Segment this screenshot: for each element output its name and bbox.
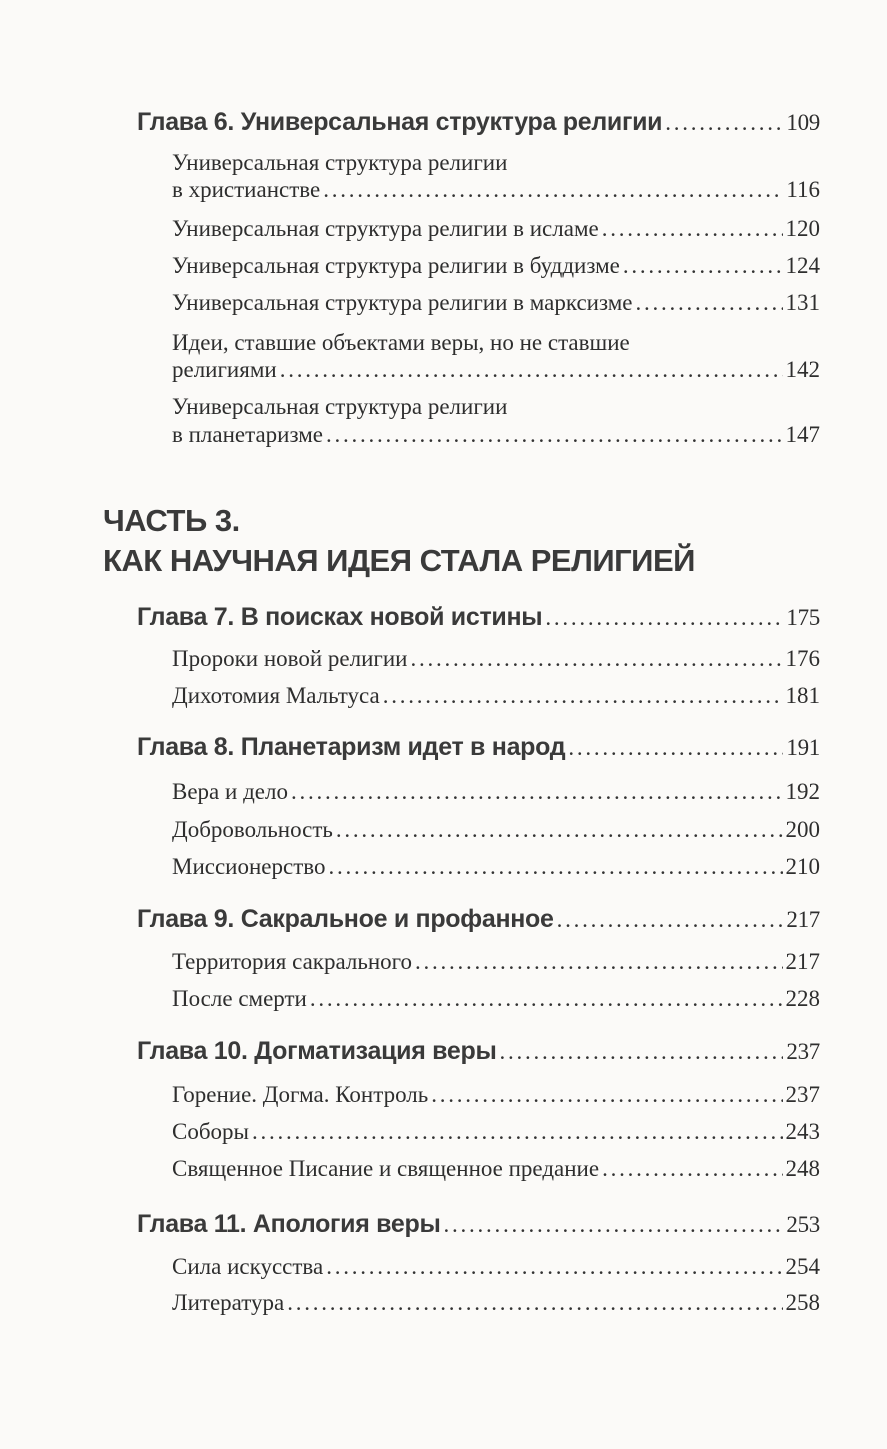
page-number: 217	[786, 907, 820, 932]
section-title: Дихотомия Мальтуса	[172, 683, 380, 708]
toc-section[interactable]	[172, 216, 820, 242]
page-number: 176	[785, 646, 820, 671]
page-number: 142	[785, 357, 820, 382]
toc-chapter-11[interactable]	[137, 1210, 820, 1239]
page-number: 200	[785, 817, 820, 842]
dot-leader	[444, 1212, 784, 1238]
dot-leader	[326, 1254, 782, 1280]
toc-section[interactable]	[172, 854, 820, 880]
section-title: Священное Писание и священное предание	[172, 1156, 600, 1181]
toc-chapter-8[interactable]	[137, 733, 820, 762]
page-number: 210	[785, 854, 820, 879]
dot-leader	[323, 177, 783, 203]
page-number: 191	[786, 735, 820, 760]
page-number: 237	[786, 1039, 820, 1064]
section-title-line: Идеи, ставшие объектами веры, но не ставшие	[172, 330, 630, 355]
toc-section[interactable]	[172, 817, 820, 843]
section-title: Вера и дело	[172, 779, 288, 804]
dot-leader	[252, 1119, 783, 1145]
toc-section[interactable]	[172, 779, 820, 805]
section-title-line: Универсальная структура религии	[172, 394, 508, 419]
part-3-heading-line-1: ЧАСТЬ 3.	[103, 503, 240, 538]
page-number: 243	[785, 1119, 820, 1144]
toc-section[interactable]	[172, 986, 820, 1012]
page-number: 192	[785, 779, 820, 804]
toc-section[interactable]	[172, 177, 820, 203]
page-number: 147	[785, 422, 820, 447]
section-title: Сила искусства	[172, 1254, 324, 1279]
dot-leader	[328, 854, 782, 880]
part-3-heading-line-2: КАК НАУЧНАЯ ИДЕЯ СТАЛА РЕЛИГИЕЙ	[103, 543, 695, 578]
section-title-line: Универсальная структура религии	[172, 150, 508, 175]
section-title: Универсальная структура религии в буддизме	[172, 253, 620, 278]
section-title: После смерти	[172, 986, 307, 1011]
chapter-title: Глава 8. Планетаризм идет в народ	[137, 733, 566, 761]
page-number: 181	[785, 683, 820, 708]
section-title: в планетаризме	[172, 422, 323, 447]
toc-section[interactable]	[172, 1082, 820, 1108]
page-number: 258	[785, 1290, 820, 1315]
dot-leader	[291, 779, 783, 805]
page-number: 109	[786, 110, 820, 135]
dot-leader	[310, 986, 783, 1012]
chapter-title: Глава 7. В поисках новой истины	[137, 603, 543, 631]
dot-leader	[415, 949, 783, 975]
toc-chapter-9[interactable]	[137, 905, 820, 934]
chapter-title: Глава 9. Сакральное и профанное	[137, 905, 554, 933]
toc-section[interactable]	[172, 357, 820, 383]
page-number: 175	[786, 605, 820, 630]
dot-leader	[500, 1039, 784, 1065]
dot-leader	[410, 646, 782, 672]
toc-chapter-7[interactable]	[137, 603, 820, 632]
toc-section[interactable]	[172, 253, 820, 279]
dot-leader	[336, 817, 783, 843]
page-number: 248	[785, 1156, 820, 1181]
toc-section[interactable]	[172, 1119, 820, 1145]
dot-leader	[623, 253, 783, 279]
page-number: 253	[786, 1212, 820, 1237]
dot-leader	[431, 1082, 782, 1108]
section-title: Территория сакрального	[172, 949, 412, 974]
toc-chapter-10[interactable]	[137, 1037, 820, 1066]
chapter-title: Глава 6. Универсальная структура религии	[137, 108, 663, 136]
dot-leader	[545, 605, 783, 631]
section-title: Пророки новой религии	[172, 646, 408, 671]
section-title: религиями	[172, 357, 277, 382]
dot-leader	[280, 357, 783, 383]
toc-section[interactable]	[172, 1290, 820, 1316]
page-number: 228	[785, 986, 820, 1011]
page-number: 116	[786, 177, 820, 202]
page-number: 237	[785, 1082, 820, 1107]
dot-leader	[326, 422, 783, 448]
dot-leader	[568, 735, 783, 761]
section-title: Миссионерство	[172, 854, 326, 879]
section-title: Литература	[172, 1290, 285, 1315]
dot-leader	[287, 1290, 782, 1316]
dot-leader	[636, 290, 783, 316]
toc-section[interactable]	[172, 949, 820, 975]
toc-section[interactable]	[172, 683, 820, 709]
dot-leader	[383, 683, 783, 709]
page-number: 120	[785, 216, 820, 241]
page-number: 131	[785, 290, 820, 315]
page-number: 217	[785, 949, 820, 974]
page-number: 124	[785, 253, 820, 278]
page-number: 254	[785, 1254, 820, 1279]
section-title: Универсальная структура религии в исламе	[172, 216, 599, 241]
chapter-title: Глава 11. Апология веры	[137, 1210, 441, 1238]
toc-section[interactable]	[172, 290, 820, 316]
section-title: Горение. Догма. Контроль	[172, 1082, 429, 1107]
dot-leader	[665, 110, 783, 136]
dot-leader	[557, 907, 784, 933]
chapter-title: Глава 10. Догматизация веры	[137, 1037, 497, 1065]
toc-chapter-6[interactable]	[137, 108, 820, 137]
dot-leader	[602, 216, 783, 242]
toc-section[interactable]	[172, 1254, 820, 1280]
toc-section[interactable]	[172, 422, 820, 448]
dot-leader	[602, 1156, 782, 1182]
toc-section[interactable]	[172, 646, 820, 672]
toc-section[interactable]	[172, 1156, 820, 1182]
section-title: Универсальная структура религии в марксизме	[172, 290, 633, 315]
section-title: Добровольность	[172, 817, 333, 842]
section-title: Соборы	[172, 1119, 249, 1144]
section-title: в христианстве	[172, 177, 321, 202]
